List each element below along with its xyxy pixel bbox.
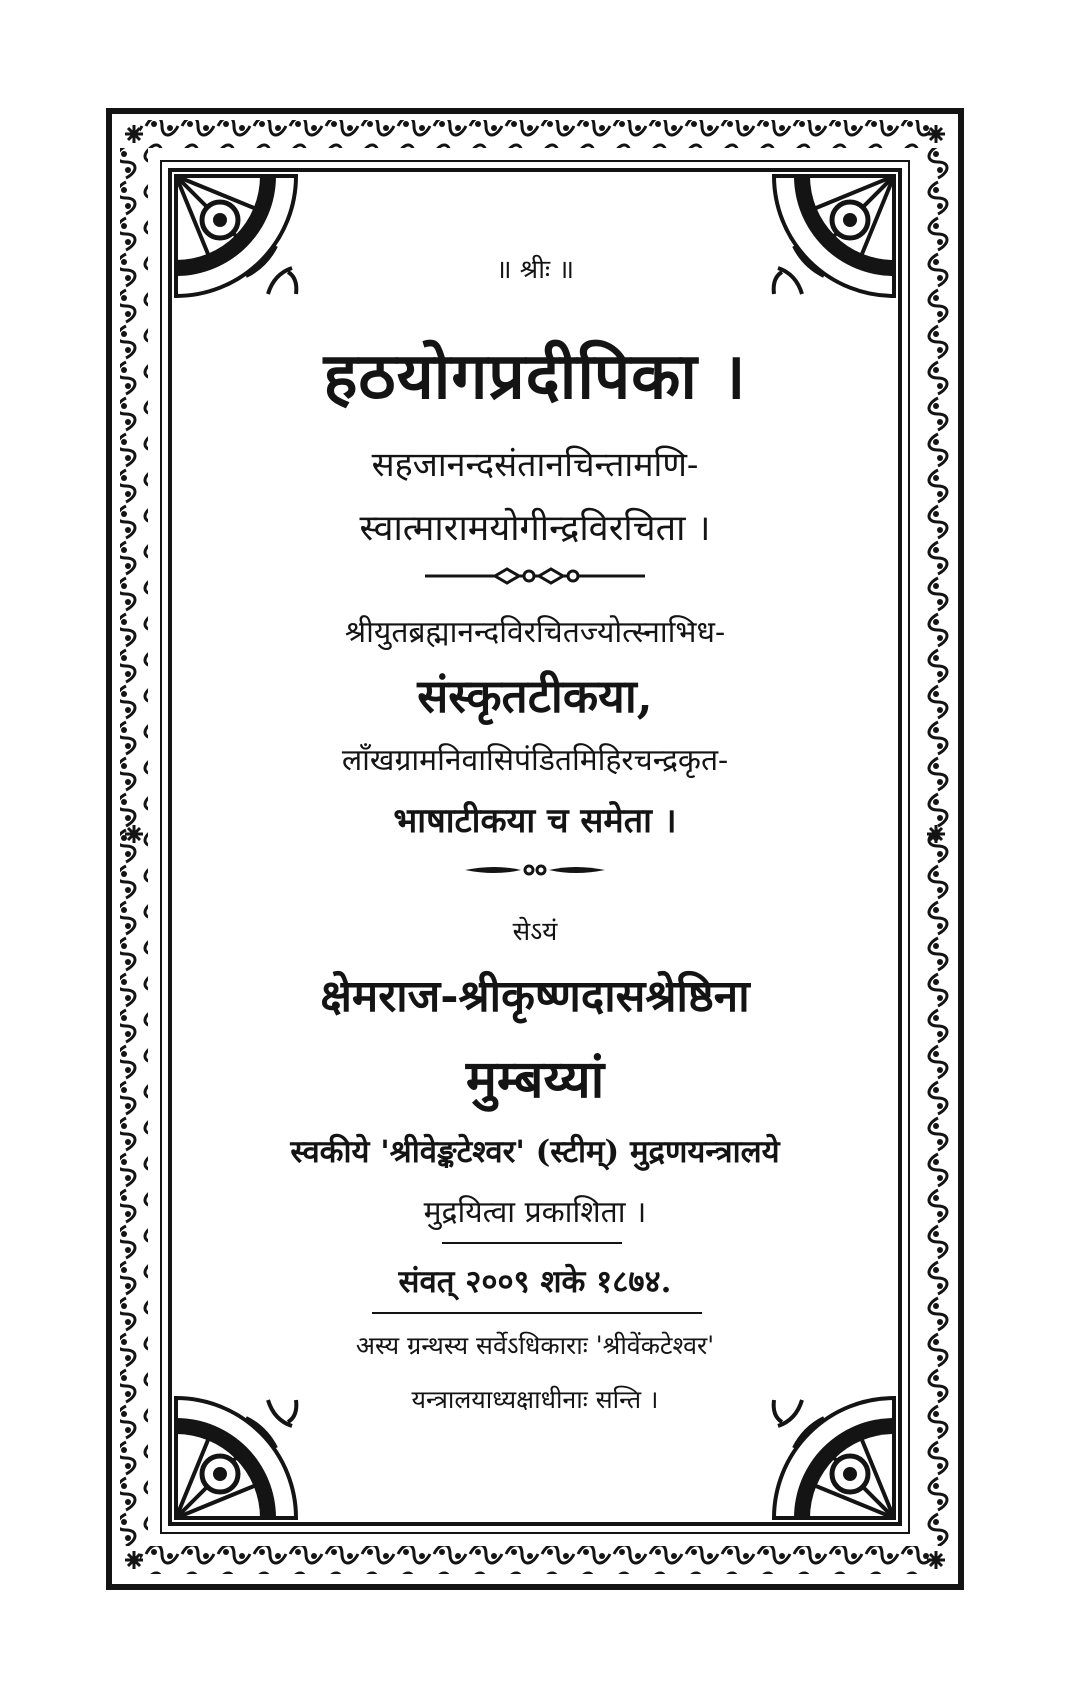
rights-line-1: अस्य ग्रन्थस्य सर्वेऽधिकाराः 'श्रीवेंकटेश्वर' <box>355 1331 715 1360</box>
book-title: हठयोगप्रदीपिका । <box>323 339 747 414</box>
printed-line: मुद्रयित्वा प्रकाशिता । <box>423 1195 647 1230</box>
date-line: संवत् २००९ शके १८७४. <box>398 1264 672 1300</box>
commentary-line-1: श्रीयुतब्रह्मानन्दविरचितज्योत्स्नाभिध- <box>344 615 726 650</box>
publisher-name: क्षेमराज-श्रीकृष्णदासश्रेष्ठिना <box>320 971 750 1022</box>
press-line: स्वकीये 'श्रीवेङ्कटेश्वर' (स्टीम्) मुद्रणयन्त्रालये <box>290 1134 780 1170</box>
rights-line-2: यन्त्रालयाध्यक्षाधीनाः सन्ति । <box>411 1385 659 1414</box>
ornamental-divider-2 <box>465 860 605 880</box>
publisher-intro: सेऽयं <box>512 917 558 947</box>
city-name: मुम्बय्यां <box>465 1049 605 1110</box>
subtitle-line-2: स्वात्मारामयोगीन्द्रविरचिता । <box>359 508 711 549</box>
commentary-line-2: संस्कृतटीकया, <box>417 669 653 723</box>
title-page-content <box>172 172 898 1522</box>
rights-rule <box>372 1312 702 1314</box>
commentary-line-4: भाषाटीकया च समेता । <box>393 801 677 841</box>
invocation: ॥ श्रीः ॥ <box>495 255 575 285</box>
ornamental-divider-1 <box>425 564 645 588</box>
short-rule <box>442 1242 622 1244</box>
commentary-line-3: लाँखग्रामनिवासिपंडितमिहिरचन्द्रकृत- <box>341 743 729 778</box>
subtitle-line-1: सहजानन्दसंतानचिन्तामणि- <box>371 445 699 485</box>
